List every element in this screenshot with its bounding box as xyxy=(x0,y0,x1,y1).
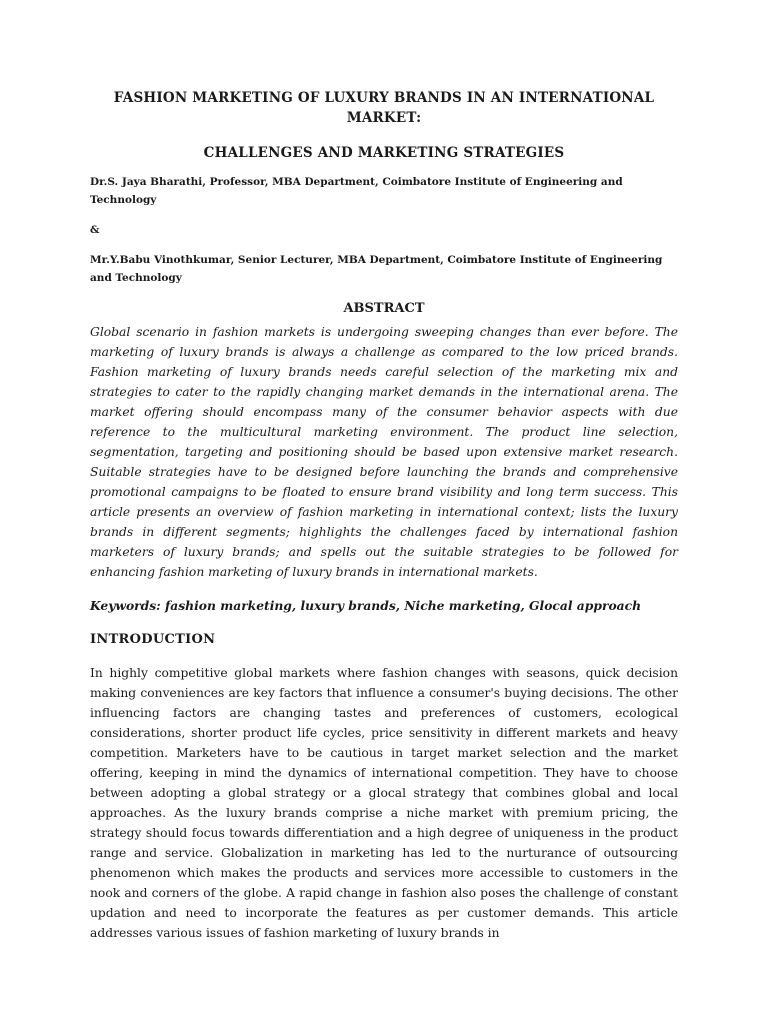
paper-title: FASHION MARKETING OF LUXURY BRANDS IN AN INTERNATIONAL MARKET: xyxy=(113,90,655,126)
author-1: Dr.S. Jaya Bharathi, Professor, MBA Department, Coimbatore Institute of Engineering and Technology xyxy=(90,176,623,206)
introduction-text: In highly competitive global markets where fashion changes with seasons, quick decision making conveniences are key factors that influence a consumer's buying decisions. The other influencing factors are changing tastes and preferences of customers, ecological considerations, shorter product life cycles, price sensitivity in different markets and heavy competition. Marketers have to be cautious in target market selection and the market offering, keeping in mind the dynamics of international competition. They have to choose between adopting a global strategy or a glocal strategy that combines global and local approaches. As the luxury brands comprise a niche market with premium pricing, the strategy should focus towards differentiation and a high degree of uniqueness in the product range and service. Globalization in marketing has led to the nurturance of outsourcing phenomenon which makes the products and services more accessible to customers in the nook and corners of the globe. A rapid change in fashion also poses the challenge of constant updation and need to incorporate the features as per customer demands. This article addresses various issues of fashion marketing of luxury brands in xyxy=(90,666,678,940)
keywords: Keywords: fashion marketing, luxury brands, Niche marketing, Glocal approach xyxy=(90,598,642,613)
introduction-heading: INTRODUCTION xyxy=(90,632,216,647)
paper-subtitle: CHALLENGES AND MARKETING STRATEGIES xyxy=(203,145,565,161)
abstract-heading: ABSTRACT xyxy=(343,301,425,316)
author-separator: & xyxy=(90,224,100,236)
author-2: Mr.Y.Babu Vinothkumar, Senior Lecturer, MBA Department, Coimbatore Institute of Engineering and Technology xyxy=(90,254,663,284)
document-page xyxy=(90,88,678,943)
abstract-text: Global scenario in fashion markets is undergoing sweeping changes than ever before. The marketing of luxury brands is always a challenge as compared to the low priced brands. Fashion marketing of luxury brands needs careful selection of the marketing mix and strategies to cater to the rapidly changing market demands in the international arena. The market offering should encompass many of the consumer behavior aspects with due reference to the multicultural marketing environment. The product line selection, segmentation, targeting and positioning should be based upon extensive market research. Suitable strategies have to be designed before launching the brands and comprehensive promotional campaigns to be floated to ensure brand visibility and long term success. This article presents an overview of fashion marketing in international context; lists the luxury brands in different segments; highlights the challenges faced by international fashion marketers of luxury brands; and spells out the suitable strategies to be followed for enhancing fashion marketing of luxury brands in international markets. xyxy=(90,325,678,579)
